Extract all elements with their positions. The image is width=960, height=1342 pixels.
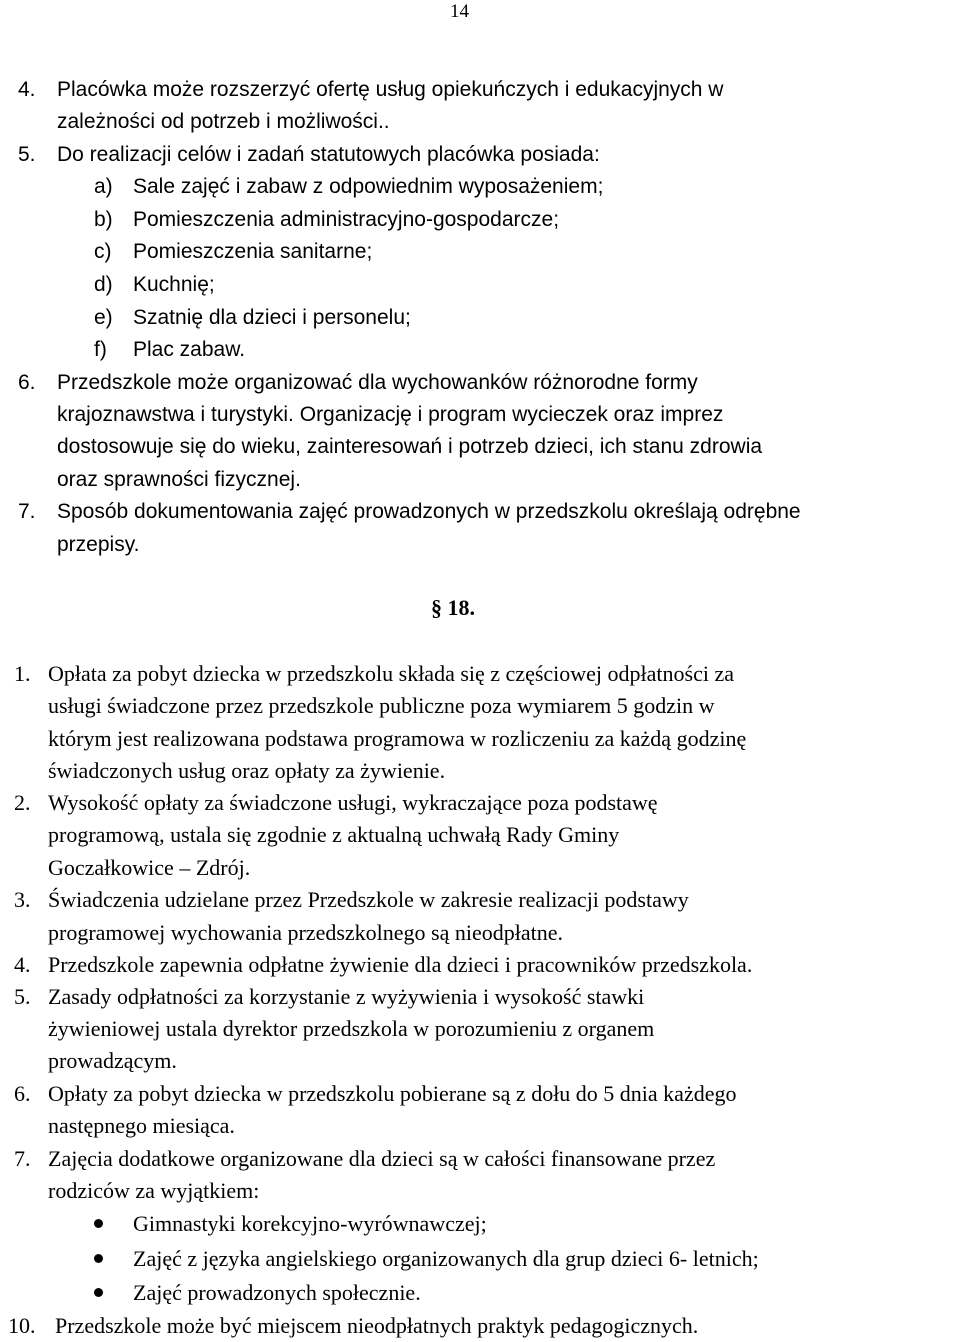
bullet-icon xyxy=(94,1288,103,1297)
sub-item-text: Sale zajęć i zabaw z odpowiednim wyposażeniem; xyxy=(133,175,604,198)
paragraph-line: Do realizacji celów i zadań statutowych placówka posiada: xyxy=(57,143,600,166)
paragraph-line: następnego miesiąca. xyxy=(48,1113,235,1138)
paragraph-line: dostosowuje się do wieku, zainteresowań i potrzeb dzieci, ich stanu zdrowia xyxy=(57,435,763,458)
bullet-icon xyxy=(94,1219,103,1228)
bullet-item-text: Zajęć prowadzonych społecznie. xyxy=(133,1280,421,1305)
paragraph-line: Przedszkole może być miejscem nieodpłatnych praktyk pedagogicznych. xyxy=(55,1313,699,1338)
paragraph-line: Przedszkole zapewnia odpłatne żywienie dla dzieci i pracowników przedszkola. xyxy=(48,952,753,977)
paragraph-line: Placówka może rozszerzyć ofertę usług opiekuńczych i edukacyjnych w xyxy=(57,78,724,101)
sub-item-letter: b) xyxy=(94,208,113,231)
paragraph-line: zależności od potrzeb i możliwości.. xyxy=(57,110,390,133)
section-title: § 18. xyxy=(431,595,475,620)
paragraph-line: żywieniowej ustala dyrektor przedszkola w porozumieniu z organem xyxy=(48,1016,655,1041)
bullet-icon xyxy=(94,1254,103,1263)
sub-item-text: Pomieszczenia administracyjno-gospodarcze; xyxy=(133,208,560,231)
paragraph-line: Opłaty za pobyt dziecka w przedszkolu pobierane są z dołu do 5 dnia każdego xyxy=(48,1081,737,1106)
sub-item-text: Pomieszczenia sanitarne; xyxy=(133,240,373,263)
list-number: 10. xyxy=(8,1313,36,1338)
paragraph-line: prowadzącym. xyxy=(48,1048,177,1073)
paragraph-line: Opłata za pobyt dziecka w przedszkolu składa się z częściowej odpłatności za xyxy=(48,661,734,686)
bullet-item-text: Zajęć z języka angielskiego organizowanych dla grup dzieci 6- letnich; xyxy=(133,1246,759,1271)
paragraph-line: krajoznawstwa i turystyki. Organizację i program wycieczek oraz imprez xyxy=(57,403,724,426)
paragraph-line: Zasady odpłatności za korzystanie z wyżywienia i wysokość stawki xyxy=(48,984,645,1009)
paragraph-line: Świadczenia udzielane przez Przedszkole w zakresie realizacji podstawy xyxy=(48,887,689,912)
sub-item-letter: e) xyxy=(94,306,113,329)
list-number: 4. xyxy=(18,78,36,101)
paragraph-line: Zajęcia dodatkowe organizowane dla dzieci są w całości finansowane przez xyxy=(48,1146,716,1171)
paragraph-line: programową, ustala się zgodnie z aktualną uchwałą Rady Gminy xyxy=(48,822,620,847)
paragraph-line: świadczonych usług oraz opłaty za żywienie. xyxy=(48,758,446,783)
paragraph-line: przepisy. xyxy=(57,533,140,556)
list-number: 7. xyxy=(18,500,36,523)
paragraph-line: Sposób dokumentowania zajęć prowadzonych w przedszkolu określają odrębne xyxy=(57,500,801,523)
list-number: 2. xyxy=(14,790,31,815)
paragraph-line: programowej wychowania przedszkolnego są nieodpłatne. xyxy=(48,920,563,945)
sub-item-letter: c) xyxy=(94,240,112,263)
paragraph-line: Wysokość opłaty za świadczone usługi, wykraczające poza podstawę xyxy=(48,790,658,815)
list-number: 5. xyxy=(18,143,36,166)
list-number: 7. xyxy=(14,1146,31,1171)
sub-item-text: Plac zabaw. xyxy=(133,338,246,361)
bullet-item-text: Gimnastyki korekcyjno-wyrównawczej; xyxy=(133,1211,487,1236)
list-number: 6. xyxy=(18,371,36,394)
paragraph-line: usługi świadczone przez przedszkole publiczne poza wymiarem 5 godzin w xyxy=(48,693,715,718)
sub-item-text: Kuchnię; xyxy=(133,273,215,296)
sub-item-letter: a) xyxy=(94,175,113,198)
paragraph-line: Przedszkole może organizować dla wychowanków różnorodne formy xyxy=(57,371,698,394)
list-number: 4. xyxy=(14,952,31,977)
page-number: 14 xyxy=(450,1,469,22)
sub-item-text: Szatnię dla dzieci i personelu; xyxy=(133,306,411,329)
paragraph-line: którym jest realizowana podstawa programowa w rozliczeniu za każdą godzinę xyxy=(48,726,747,751)
list-number: 3. xyxy=(14,887,31,912)
list-number: 5. xyxy=(14,984,31,1009)
paragraph-line: oraz sprawności fizycznej. xyxy=(57,468,301,491)
list-number: 6. xyxy=(14,1081,31,1106)
list-number: 1. xyxy=(14,661,31,686)
paragraph-line: rodziców za wyjątkiem: xyxy=(48,1178,260,1203)
sub-item-letter: d) xyxy=(94,273,113,296)
sub-item-letter: f) xyxy=(94,338,107,361)
paragraph-line: Goczałkowice – Zdrój. xyxy=(48,855,251,880)
